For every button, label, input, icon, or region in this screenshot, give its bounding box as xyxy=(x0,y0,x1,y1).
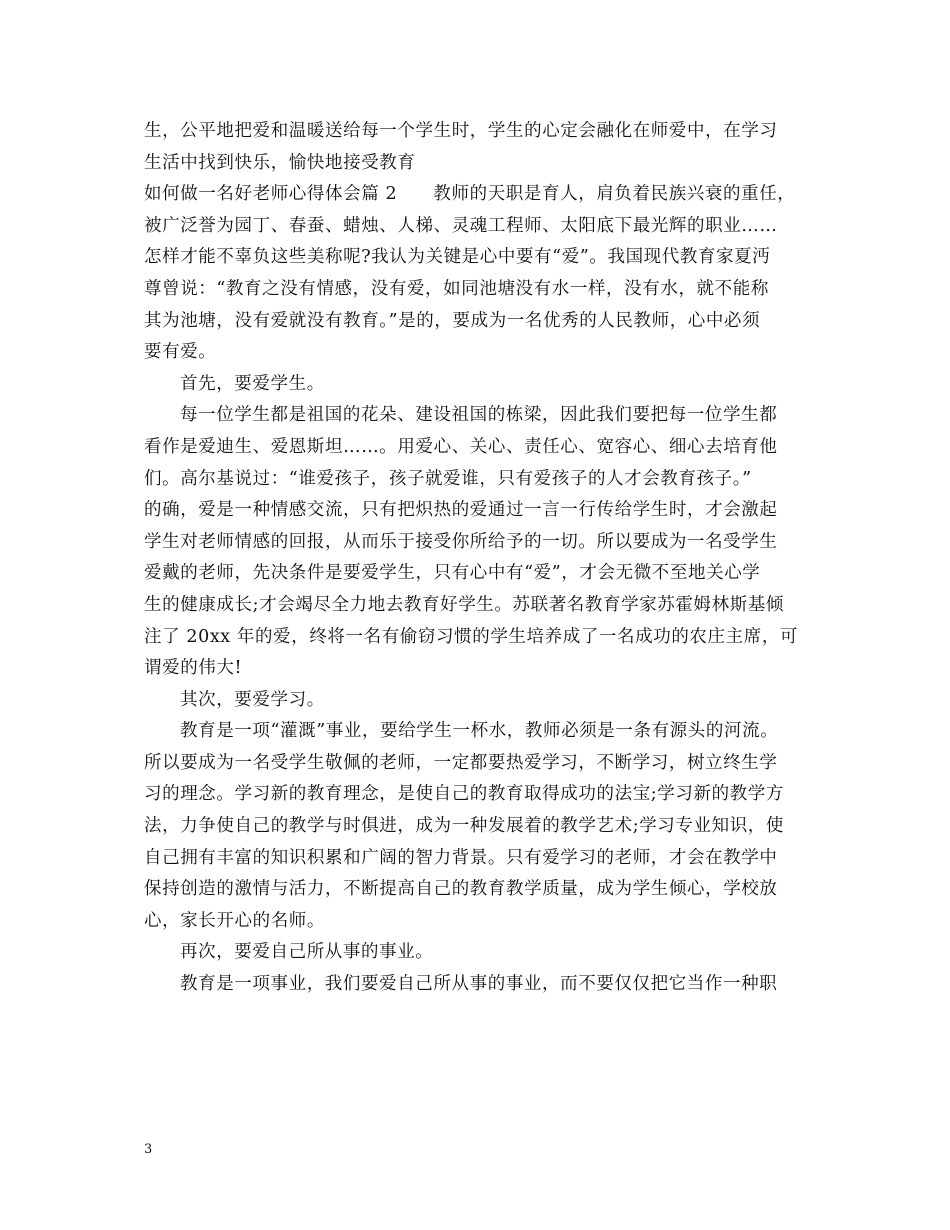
text-line: 谓爱的伟大! xyxy=(144,658,243,679)
document-body xyxy=(144,116,824,1001)
paragraph xyxy=(144,716,824,937)
text-line: 再次，要爱自己所从事的事业。 xyxy=(180,942,434,963)
paragraph xyxy=(144,969,824,1001)
paragraph xyxy=(144,685,824,717)
text-line: 保持创造的激情与活力，不断提高自己的教育教学质量，成为学生倾心，学校放 xyxy=(144,879,778,900)
text-line: 爱戴的老师，先决条件是要爱学生，只有心中有“爱”，才会无微不至地关心学 xyxy=(144,563,761,584)
text-line: 学生对老师情感的回报，从而乐于接受你所给予的一切。所以要成为一名受学生 xyxy=(144,531,778,552)
paragraph xyxy=(144,937,824,969)
text-line: 其次，要爱学习。 xyxy=(180,689,325,710)
text-line: 法，力争使自己的教学与时俱进，成为一种发展着的教学艺术;学习专业知识，使 xyxy=(144,816,784,837)
text-line: 被广泛誉为园丁、春蚕、蜡烛、人梯、灵魂工程师、太阳底下最光辉的职业…… xyxy=(144,215,778,236)
text-line: 每一位学生都是祖国的花朵、建设祖国的栋梁，因此我们要把每一位学生都 xyxy=(180,405,778,426)
text-line: 首先，要爱学生。 xyxy=(180,373,325,394)
text-line: 心，家长开心的名师。 xyxy=(144,910,325,931)
paragraph xyxy=(144,369,824,401)
text-line: 们。高尔基说过：“谁爱孩子，孩子就爱谁，只有爱孩子的人才会教育孩子。” xyxy=(144,468,752,489)
page-number: 3 xyxy=(144,1142,153,1157)
text-line: 习的理念。学习新的教育理念，是使自己的教育取得成功的法宝;学习新的教学方 xyxy=(144,784,784,805)
text-line: 自己拥有丰富的知识积累和广阔的智力背景。只有爱学习的老师，才会在教学中 xyxy=(144,847,778,868)
text-line: 注了 20xx 年的爱，终将一名有偷窃习惯的学生培养成了一名成功的农庄主席，可 xyxy=(144,626,799,647)
text-line: 看作是爱迪生、爱恩斯坦……。用爱心、关心、责任心、宽容心、细心去培育他 xyxy=(144,436,778,457)
text-line: 所以要成为一名受学生敬佩的老师，一定都要热爱学习，不断学习，树立终生学 xyxy=(144,752,778,773)
text-line: 教育是一项“灌溉”事业，要给学生一杯水，教师必须是一条有源头的河流。 xyxy=(180,721,779,742)
text-line: 如何做一名好老师心得体会篇 2 教师的天职是育人，肩负着民族兴衰的重任， xyxy=(144,184,796,205)
text-line: 生的健康成长;才会竭尽全力地去教育好学生。苏联著名教育学家苏霍姆林斯基倾 xyxy=(144,594,784,615)
text-line: 的确，爱是一种情感交流，只有把炽热的爱通过一言一行传给学生时，才会激起 xyxy=(144,500,778,521)
text-line: 要有爱。 xyxy=(144,342,217,363)
text-line: 生活中找到快乐，愉快地接受教育 xyxy=(144,152,416,173)
text-line: 教育是一项事业，我们要爱自己所从事的事业，而不要仅仅把它当作一种职 xyxy=(180,974,778,995)
text-line: 尊曾说：“教育之没有情感，没有爱，如同池塘没有水一样，没有水，就不能称 xyxy=(144,278,769,299)
text-line: 生，公平地把爱和温暖送给每一个学生时，学生的心定会融化在师爱中，在学习 xyxy=(144,121,778,141)
paragraph xyxy=(144,400,824,684)
paragraph xyxy=(144,116,824,179)
text-line: 怎样才能不辜负这些美称呢?我认为关键是心中要有“爱”。我国现代教育家夏沔 xyxy=(144,247,771,268)
text-line: 其为池塘，没有爱就没有教育。”是的，要成为一名优秀的人民教师，心中必须 xyxy=(144,310,761,331)
paragraph xyxy=(144,179,824,369)
